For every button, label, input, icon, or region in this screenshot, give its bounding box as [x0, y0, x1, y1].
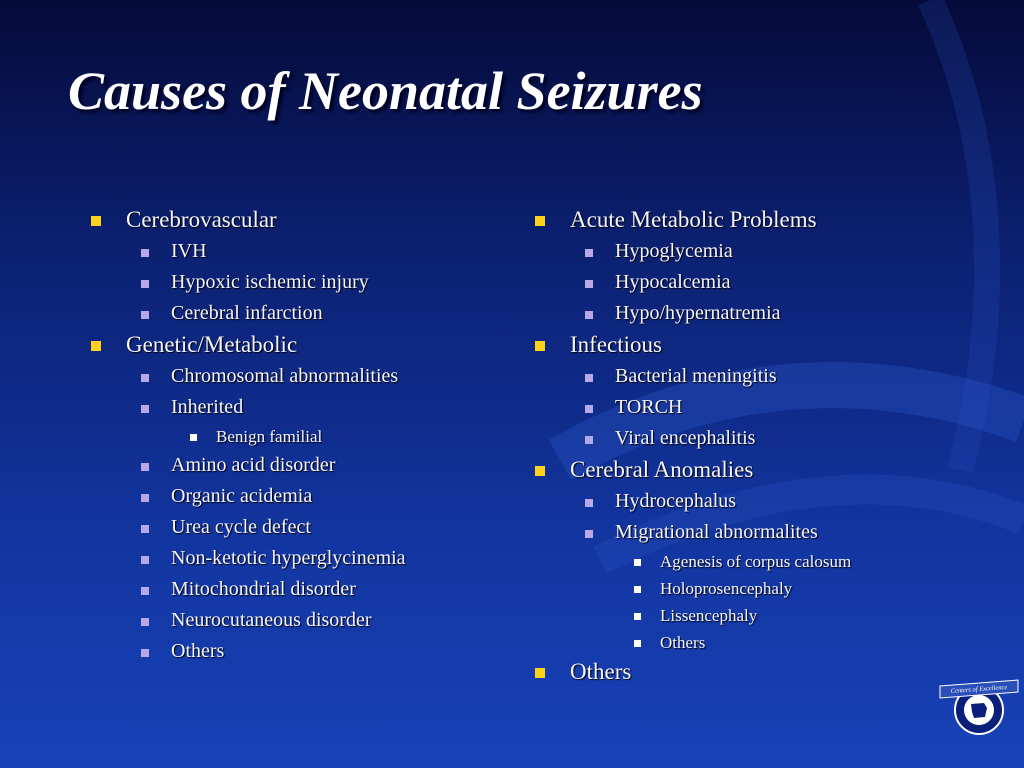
bullet-item-level-2	[88, 236, 406, 267]
square-bullet-icon	[634, 613, 641, 620]
bullet-item-level-3	[88, 423, 406, 450]
bullet-item-level-2	[532, 423, 851, 454]
square-bullet-icon	[141, 280, 149, 288]
bullet-item-level-1	[88, 329, 406, 361]
square-bullet-icon	[141, 649, 149, 657]
bullet-text: Agenesis of corpus calosum	[660, 552, 852, 571]
bullet-item-level-3	[532, 629, 851, 656]
bullet-item-level-2	[88, 605, 406, 636]
left-bullet-list	[88, 204, 406, 667]
bullet-text: Benign familial	[216, 427, 323, 446]
square-bullet-icon	[585, 436, 593, 444]
bullet-text: Neurocutaneous disorder	[171, 609, 372, 631]
bullet-item-level-2	[532, 361, 851, 392]
right-bullet-list	[532, 204, 851, 688]
square-bullet-icon	[634, 559, 641, 566]
bullet-item-level-2	[532, 517, 851, 548]
bullet-text: Cerebral infarction	[171, 302, 323, 324]
slide-title: Causes of Neonatal Seizures	[68, 61, 703, 121]
bullet-item-level-3	[532, 602, 851, 629]
bullet-text: Non-ketotic hyperglycinemia	[171, 547, 406, 569]
bullet-item-level-2	[88, 574, 406, 605]
bullet-item-level-2	[88, 450, 406, 481]
bullet-item-level-2	[88, 361, 406, 392]
bullet-item-level-3	[532, 575, 851, 602]
bullet-text: Hypo/hypernatremia	[615, 302, 781, 324]
bullet-item-level-1	[532, 454, 851, 486]
bullet-item-level-1	[88, 204, 406, 236]
bullet-text: Lissencephaly	[660, 606, 758, 625]
square-bullet-icon	[141, 249, 149, 257]
square-bullet-icon	[585, 311, 593, 319]
bullet-item-level-2	[88, 392, 406, 423]
square-bullet-icon	[634, 640, 641, 647]
bullet-item-level-1	[532, 204, 851, 236]
bullet-text: Others	[171, 640, 225, 662]
square-bullet-icon	[141, 374, 149, 382]
square-bullet-icon	[535, 466, 545, 476]
bullet-text: Inherited	[171, 396, 244, 418]
square-bullet-icon	[91, 341, 101, 351]
logo-ribbon-text: Centers of Excellence	[950, 684, 1008, 695]
bullet-item-level-2	[532, 486, 851, 517]
bullet-item-level-1	[532, 329, 851, 361]
square-bullet-icon	[585, 530, 593, 538]
bullet-text: Cerebral Anomalies	[570, 457, 754, 482]
square-bullet-icon	[141, 618, 149, 626]
square-bullet-icon	[585, 405, 593, 413]
bullet-item-level-2	[532, 267, 851, 298]
bullet-text: Infectious	[570, 332, 662, 357]
bullet-text: Mitochondrial disorder	[171, 578, 356, 600]
bullet-item-level-2	[88, 267, 406, 298]
square-bullet-icon	[634, 586, 641, 593]
bullet-text: Others	[660, 633, 706, 652]
bullet-text: Organic acidemia	[171, 485, 313, 507]
square-bullet-icon	[141, 405, 149, 413]
bullet-item-level-2	[532, 392, 851, 423]
bullet-text: Acute Metabolic Problems	[570, 207, 817, 232]
bullet-text: Genetic/Metabolic	[126, 332, 298, 357]
bullet-text: Hypoglycemia	[615, 240, 733, 262]
bullet-text: IVH	[171, 240, 207, 262]
square-bullet-icon	[141, 587, 149, 595]
bullet-item-level-2	[88, 481, 406, 512]
bullet-item-level-2	[88, 512, 406, 543]
bullet-item-level-3	[532, 548, 851, 575]
bullet-text: Hypoxic ischemic injury	[171, 271, 369, 293]
square-bullet-icon	[190, 434, 197, 441]
bullet-text: Migrational abnormalites	[615, 521, 818, 543]
square-bullet-icon	[585, 280, 593, 288]
bullet-text: Bacterial meningitis	[615, 365, 777, 387]
bullet-text: Chromosomal abnormalities	[171, 365, 399, 387]
square-bullet-icon	[585, 374, 593, 382]
square-bullet-icon	[535, 216, 545, 226]
square-bullet-icon	[585, 249, 593, 257]
square-bullet-icon	[141, 311, 149, 319]
bullet-text: Amino acid disorder	[171, 454, 336, 476]
bullet-item-level-1	[532, 656, 851, 688]
bullet-item-level-2	[532, 298, 851, 329]
bullet-text: TORCH	[615, 396, 683, 418]
bullet-item-level-2	[88, 636, 406, 667]
arkansas-childrens-hospital-logo	[938, 672, 1020, 736]
bullet-text: Holoprosencephaly	[660, 579, 793, 598]
bullet-text: Cerebrovascular	[126, 207, 277, 232]
bullet-item-level-2	[532, 236, 851, 267]
square-bullet-icon	[585, 499, 593, 507]
square-bullet-icon	[141, 556, 149, 564]
bullet-text: Hypocalcemia	[615, 271, 731, 293]
square-bullet-icon	[141, 463, 149, 471]
square-bullet-icon	[141, 525, 149, 533]
square-bullet-icon	[535, 341, 545, 351]
right-column	[532, 204, 851, 688]
bullet-text: Viral encephalitis	[615, 427, 756, 449]
bullet-text: Others	[570, 659, 632, 684]
square-bullet-icon	[141, 494, 149, 502]
bullet-item-level-2	[88, 298, 406, 329]
square-bullet-icon	[535, 668, 545, 678]
left-column	[88, 204, 406, 667]
bullet-text: Hydrocephalus	[615, 490, 737, 512]
bullet-text: Urea cycle defect	[171, 516, 311, 538]
square-bullet-icon	[91, 216, 101, 226]
bullet-item-level-2	[88, 543, 406, 574]
